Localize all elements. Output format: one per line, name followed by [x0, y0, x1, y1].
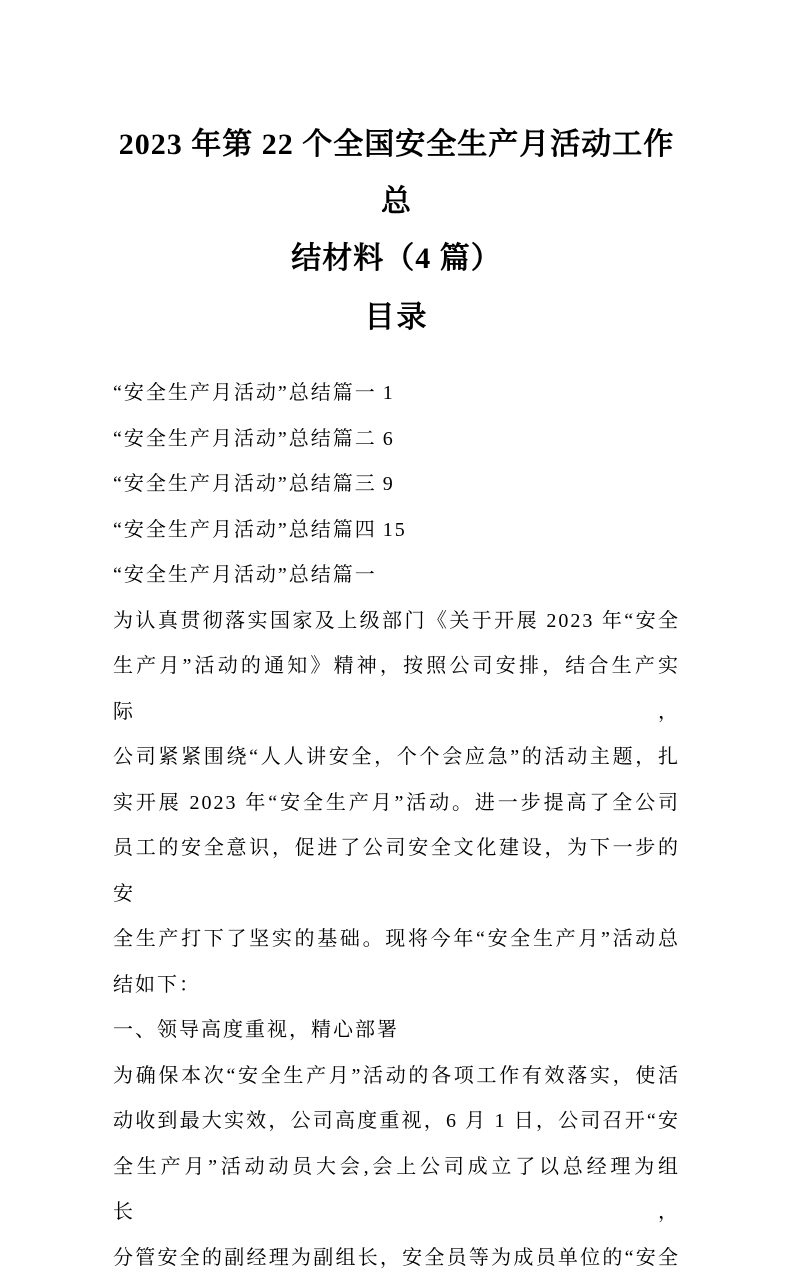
toc-item-1[interactable]	[113, 371, 680, 417]
paragraph-2-line-4: 分管安全的副经理为副组长，安全员等为成员单位的“安全	[113, 1236, 680, 1281]
paragraph-1-line-2: 生产月”活动的通知》精神，按照公司安排，结合生产实际，	[113, 644, 680, 735]
section-subheading: 一、领导高度重视，精心部署	[113, 1008, 680, 1054]
toc-item-2[interactable]	[113, 417, 680, 463]
toc-item-3[interactable]	[113, 462, 680, 508]
toc-heading: 目录	[113, 295, 680, 341]
document-body	[113, 371, 680, 1281]
paragraph-1-line-7: 结如下：	[113, 963, 680, 1009]
paragraph-1-line-3: 公司紧紧围绕“人人讲安全，个个会应急”的活动主题，扎	[113, 735, 680, 781]
toc-item-1-label: “安全生产月活动”总结篇一	[113, 382, 377, 404]
paragraph-1-line-4: 实开展 2023 年“安全生产月”活动。进一步提高了全公司	[113, 781, 680, 827]
paragraph-1-line-5: 员工的安全意识，促进了公司安全文化建设，为下一步的安	[113, 826, 680, 917]
document-title-line-1: 2023 年第 22 个全国安全生产月活动工作总	[113, 116, 680, 230]
toc-item-4[interactable]	[113, 508, 680, 554]
toc-item-3-label: “安全生产月活动”总结篇三	[113, 473, 377, 495]
toc-item-1-page-number: 1	[383, 382, 395, 404]
toc-item-2-page-number: 6	[383, 428, 395, 450]
paragraph-1-line-6: 全生产打下了坚实的基础。现将今年“安全生产月”活动总	[113, 917, 680, 963]
toc-item-3-page-number: 9	[383, 473, 395, 495]
paragraph-1-line-1: 为认真贯彻落实国家及上级部门《关于开展 2023 年“安全	[113, 599, 680, 645]
toc-item-4-label: “安全生产月活动”总结篇四	[113, 519, 377, 541]
document-title-line-2: 结材料（4 篇）	[113, 230, 680, 287]
paragraph-2-line-2: 动收到最大实效，公司高度重视，6 月 1 日，公司召开“安	[113, 1099, 680, 1145]
document-title	[113, 116, 680, 287]
toc-item-2-label: “安全生产月活动”总结篇二	[113, 428, 377, 450]
paragraph-2-line-1: 为确保本次“安全生产月”活动的各项工作有效落实，使活	[113, 1054, 680, 1100]
paragraph-2-line-3: 全生产月”活动动员大会,会上公司成立了以总经理为组长，	[113, 1145, 680, 1236]
toc-item-4-page-number: 15	[383, 519, 407, 541]
section-title: “安全生产月活动”总结篇一	[113, 553, 680, 599]
